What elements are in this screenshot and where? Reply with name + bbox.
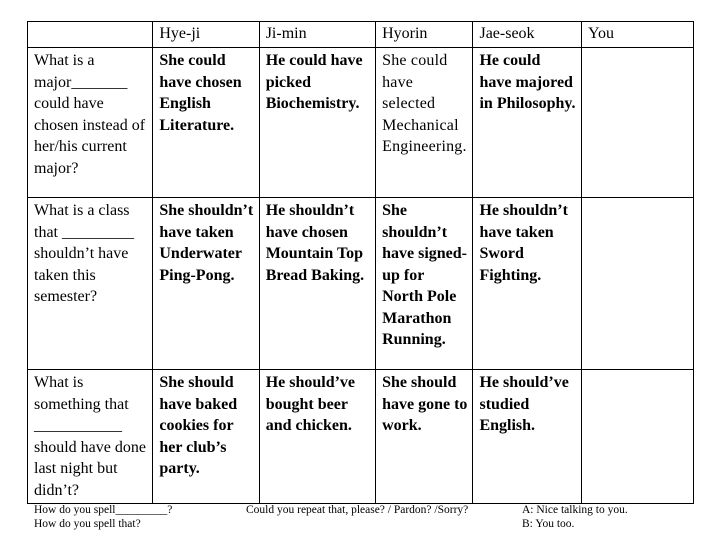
question-cell: What is a major_______ could have chosen instead of her/his current major?: [28, 48, 153, 198]
answer-cell-you[interactable]: [582, 198, 694, 370]
header-row: [28, 22, 694, 48]
answer-cell-hye-ji: She should have baked cookies for her club’s party.: [153, 370, 259, 504]
header-jae-seok: Jae-seok: [473, 22, 582, 48]
question-cell: What is a class that _________ shouldn’t have taken this semester?: [28, 198, 153, 370]
worksheet-table: [27, 21, 694, 504]
header-you: You: [582, 22, 694, 48]
answer-cell-ji-min: He should’ve bought beer and chicken.: [259, 370, 375, 504]
answer-cell-you[interactable]: [582, 370, 694, 504]
answer-cell-jae-seok: He shouldn’t have taken Sword Fighting.: [473, 198, 582, 370]
answer-cell-hye-ji: She shouldn’t have taken Underwater Ping-Pong.: [153, 198, 259, 370]
header-blank-cell: [28, 22, 153, 48]
answer-cell-you[interactable]: [582, 48, 694, 198]
answer-cell-hyorin: She should have gone to work.: [376, 370, 473, 504]
answer-cell-ji-min: He shouldn’t have chosen Mountain Top Bread Baking.: [259, 198, 375, 370]
answer-cell-hyorin: She could have selected Mechanical Engineering.: [376, 48, 473, 198]
answer-cell-jae-seok: He should’ve studied English.: [473, 370, 582, 504]
table-row: [28, 370, 694, 504]
footer-spelling-phrases: [34, 503, 172, 531]
footer-spell-that: How do you spell that?: [34, 518, 141, 530]
footer-nice-talking: A: Nice talking to you.: [522, 504, 628, 516]
header-hye-ji: Hye-ji: [153, 22, 259, 48]
header-ji-min: Ji-min: [259, 22, 375, 48]
footer-closing-phrases: [522, 503, 628, 531]
answer-cell-hye-ji: She could have chosen English Literature.: [153, 48, 259, 198]
answer-cell-ji-min: He could have picked Biochemistry.: [259, 48, 375, 198]
table-row: [28, 198, 694, 370]
answer-cell-hyorin: She shouldn’t have signed-up for North Pole Marathon Running.: [376, 198, 473, 370]
footer-you-too: B: You too.: [522, 518, 575, 530]
answer-cell-jae-seok: He could have majored in Philosophy.: [473, 48, 582, 198]
footer-repeat-phrases: Could you repeat that, please? / Pardon? /Sorry?: [246, 504, 469, 516]
header-hyorin: Hyorin: [376, 22, 473, 48]
question-cell: What is something that ___________ should have done last night but didn’t?: [28, 370, 153, 504]
footer-spell-blank: How do you spell_________?: [34, 504, 173, 516]
table-row: [28, 48, 694, 198]
